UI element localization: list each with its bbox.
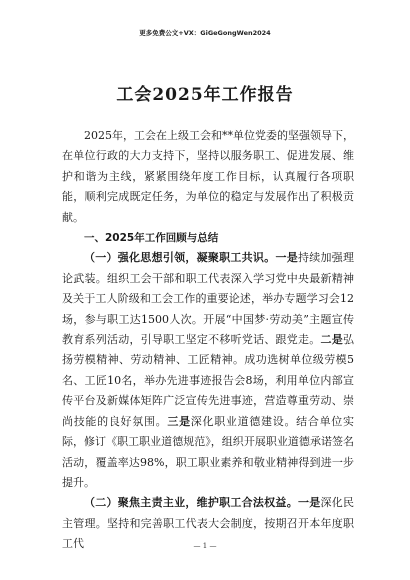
header-note: 更多免费公文+VX：GiGeGongWen2024 [139,29,271,37]
point-text: 持续加强理论武装。组织工会干部和职工代表深入学习党中央最新精神及关于工人阶级和工会工作的重要论述，举办专题学习会12场，参与职工达1500人次。开展“中国梦·劳动美”主题宣传教育系列活动，引导职工坚定不移听党话、跟党走。 [62,251,355,347]
point-lead: 二是 [320,333,344,347]
point-text: 深化民主管理。坚持和完善职工代表大会制度，按期召开本年度职工代 [62,496,355,551]
subsection-heading: （二）聚焦主责主业，维护职工合法权益。 [84,496,298,510]
point-lead: 三是 [167,414,191,428]
intro-paragraph: 2025年，工会在上级工会和**单位党委的坚强领导下，在单位行政的大力支持下，坚持以服务职工、促进发展、维护和谐为主线，紧紧围绕年度工作目标，认真履行各项职能，顺利完成既定任务，为单位的稳定与发展作出了积极贡献。 [62,129,354,224]
point-text: 深化职业道德建设。结合单位实际，修订《职工职业道德规范》，组织开展职业道德承诺签名活动，覆盖率达98%，职工职业素养和敬业精神得到进一步提升。 [62,414,355,489]
point-text: 弘扬劳模精神、劳动精神、工匠精神。成功选树单位级劳模5名、工匠10名，举办先进事迹报告会8场，利用单位内部宣传平台及新媒体矩阵广泛宣传先进事迹，营造尊重劳动、崇尚技能的良好氛围。 [62,333,355,428]
subsection-heading: （一）强化思想引领，凝聚职工共识。 [84,251,276,265]
subsection-paragraph [62,248,354,493]
point-lead: 一是 [297,496,321,510]
page-title: 工会2025年工作报告 [116,85,294,105]
page-number: — 1 — [193,542,217,550]
point-lead: 一是 [275,251,298,265]
section-heading: 一、2025年工作回顾与总结 [84,232,219,245]
document-body [62,126,354,555]
